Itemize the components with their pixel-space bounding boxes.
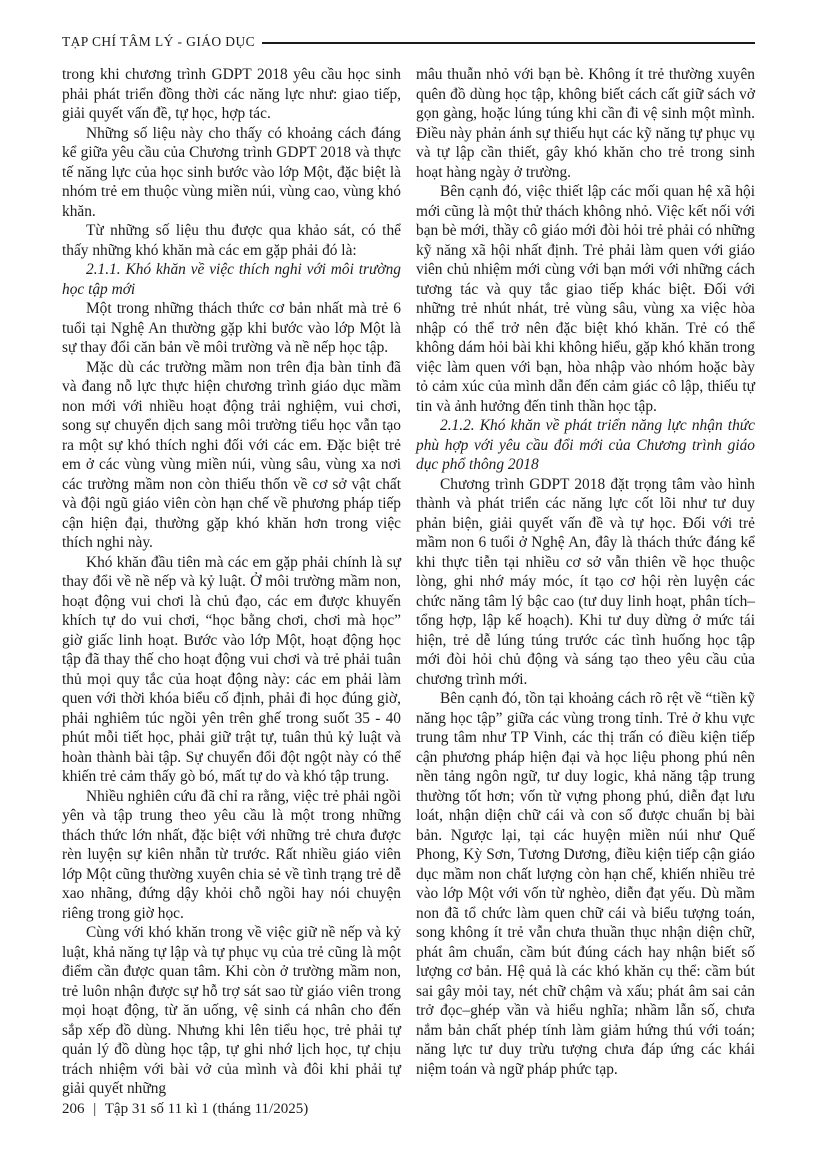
left-column bbox=[62, 65, 401, 1099]
page-footer bbox=[62, 1101, 308, 1118]
journal-header bbox=[62, 32, 755, 52]
journal-name: TẠP CHÍ TÂM LÝ - GIÁO DỤC bbox=[62, 34, 255, 49]
paragraph: Một trong những thách thức cơ bản nhất mà trẻ 6 tuổi tại Nghệ An thường gặp khi bước vào lớp Một là sự thay đổi căn bản về môi trường và nề nếp học tập. bbox=[62, 300, 401, 356]
paragraph: Những số liệu này cho thấy có khoảng cách đáng kể giữa yêu cầu của Chương trình GDPT 2018 và thực tế năng lực của học sinh bước vào lớp Một, đặc biệt là nhóm trẻ em thuộc vùng miền núi, vùng cao, vùng khó khăn. bbox=[62, 124, 401, 220]
paragraph: Bên cạnh đó, tồn tại khoảng cách rõ rệt về “tiền kỹ năng học tập” giữa các vùng trong tỉnh. Trẻ ở khu vực trung tâm như TP Vinh, các thị trấn có điều kiện tiếp cận phương pháp hiện đại và học liệu phong phú nên nền tảng ngôn ngữ, tư duy logic, khả năng tập trung thường tốt hơn; vốn từ vựng phong phú, diễn đạt lưu loát, nhận diện chữ cái và con số được chuẩn bị bài bản. Ngược lại, tại các huyện miền núi như Quế Phong, Kỳ Sơn, Tương Dương, điều kiện tiếp cận giáo dục mầm non chất lượng còn hạn chế, khiến nhiều trẻ vào lớp Một với vốn từ nghèo, diễn đạt yếu. Dù mầm non đã tổ chức làm quen chữ cái và biểu tượng toán, song không ít trẻ vẫn chưa thuần thục nhận diện chữ, phát âm chuẩn, cầm bút đúng cách hay nhận biết số lượng cơ bản. Hệ quả là các khó khăn cụ thể: cầm bút sai gây mỏi tay, nét chữ chậm và xấu; phát âm sai cản trở đọc–ghép vần và hiểu nghĩa; nhầm lẫn số, chưa nắm bản chất phép tính làm giảm hứng thú với toán; năng lực tư duy trừu tượng chưa đáp ứng các khái niệm toán và ngữ pháp phức tạp. bbox=[416, 690, 755, 1078]
paragraph: trong khi chương trình GDPT 2018 yêu cầu học sinh phải phát triển đồng thời các năng lực như: giao tiếp, giải quyết vấn đề, tự học, hợp tác. bbox=[62, 66, 401, 122]
paragraph: Từ những số liệu thu được qua khảo sát, có thể thấy những khó khăn mà các em gặp phải đó là: bbox=[62, 222, 401, 259]
right-column bbox=[416, 65, 755, 1099]
section-heading: 2.1.1. Khó khăn về việc thích nghi với môi trường học tập mới bbox=[62, 261, 401, 298]
paragraph: Mặc dù các trường mầm non trên địa bàn tỉnh đã và đang nỗ lực thực hiện chương trình giáo dục mầm non mới với nhiều hoạt động trải nghiệm, vui chơi, song sự chuyển dịch sang môi trường tiểu học vẫn tạo ra một sự khó thích nghi đối với các em. Đặc biệt trẻ em ở các vùng vùng miền núi, vùng sâu, vùng xa nơi các trường mầm non còn thiếu thốn về cơ sở vật chất và đội ngũ giáo viên còn hạn chế về phương pháp tiếp cận hiện đại, thường gặp khó khăn hơn trong việc thích nghi này. bbox=[62, 358, 401, 551]
paragraph: Cùng với khó khăn trong về việc giữ nề nếp và kỷ luật, khả năng tự lập và tự phục vụ của trẻ cũng là một điểm cần được quan tâm. Khi còn ở trường mầm non, trẻ luôn nhận được sự hỗ trợ sát sao từ giáo viên trong mọi hoạt động, từ ăn uống, vệ sinh cá nhân cho đến sắp xếp đồ dùng. Nhưng khi lên tiểu học, trẻ phải tự quản lý đồ dùng học tập, tự ghi nhớ lịch học, tự chịu trách nhiệm với bài vở của mình và đôi khi phải tự giải quyết những bbox=[62, 924, 401, 1097]
footer-separator: | bbox=[93, 1101, 97, 1117]
issue-info: Tập 31 số 11 kì 1 (tháng 11/2025) bbox=[104, 1101, 309, 1117]
paragraph: Bên cạnh đó, việc thiết lập các mối quan hệ xã hội mới cũng là một thử thách không nhỏ. Việc kết nối với bạn bè mới, thầy cô giáo mới đòi hỏi trẻ phải có những kỹ năng xã hội nhất định. Trẻ phải làm quen với giáo viên chủ nhiệm mới cùng với bạn mới với những cách tương tác và quy tắc giao tiếp khác biệt. Đối với những trẻ nhút nhát, trẻ vùng sâu, vùng xa việc hòa nhập có thể trở nên đặc biệt khó khăn. Trẻ có thể không dám hỏi bài khi không hiểu, gặp khó khăn trong việc làm quen với bạn, hòa nhập vào nhóm hoặc bày tỏ cảm xúc của mình dẫn đến cảm giác cô lập, thiếu tự tin và ảnh hưởng đến tinh thần học tập. bbox=[416, 183, 755, 415]
paragraph: mâu thuẫn nhỏ với bạn bè. Không ít trẻ thường xuyên quên đồ dùng học tập, không biết cách cất giữ sách vở gọn gàng, hoặc lúng túng khi cần đi vệ sinh một mình. Điều này phản ánh sự thiếu hụt các kỹ năng tự phục vụ và tự lập cần thiết, gây khó khăn cho trẻ trong sinh hoạt hàng ngày ở trường. bbox=[416, 66, 755, 181]
page-number: 206 bbox=[62, 1101, 85, 1117]
paragraph: Nhiều nghiên cứu đã chỉ ra rằng, việc trẻ phải ngồi yên và tập trung theo yêu cầu là một trong những thách thức lớn nhất, đặc biệt với những trẻ chưa được rèn luyện sự kiên nhẫn từ trước. Rất nhiều giáo viên lớp Một cũng thường xuyên chia sẻ về tình trạng trẻ dễ xao nhãng, đứng dậy khỏi chỗ ngồi hay nói chuyện riêng trong giờ học. bbox=[62, 787, 401, 922]
paragraph: Khó khăn đầu tiên mà các em gặp phải chính là sự thay đổi về nề nếp và kỷ luật. Ở môi trường mầm non, hoạt động vui chơi là chủ đạo, các em được khuyến khích tự do vui chơi, “học bằng chơi, chơi mà học” giờ giấc linh hoạt. Bước vào lớp Một, hoạt động học tập đã thay thế cho hoạt động vui chơi và trẻ phải tuân thủ mọi quy tắc của hoạt động này: các em phải làm quen với thời khóa biểu cố định, phải đi học đúng giờ, phải nghiêm túc ngồi yên trên ghế trong suốt 35 - 40 phút mỗi tiết học, phải giữ trật tự, tuân thủ kỷ luật và hoàn thành bài tập. Sự chuyển đổi đột ngột này có thể khiến trẻ cảm thấy gò bó, mất tự do và khó tập trung. bbox=[62, 553, 401, 785]
article-body bbox=[62, 65, 755, 1099]
header-rule bbox=[262, 42, 755, 44]
paragraph: Chương trình GDPT 2018 đặt trọng tâm vào hình thành và phát triển các năng lực cốt lõi như tư duy phản biện, giải quyết vấn đề và tự học. Đối với trẻ mầm non 6 tuổi ở Nghệ An, đây là thách thức đáng kể khi thực tiễn tại nhiều cơ sở vẫn thiên về học thuộc lòng, ghi nhớ máy móc, ít tạo cơ hội rèn luyện các chức năng tâm lý bậc cao (tư duy linh hoạt, phân tích–tổng hợp, lập kế hoạch). Khi tư duy dừng ở mức tái hiện, trẻ dễ lúng túng trước các tình huống học tập mới đòi hỏi chủ động và sáng tạo theo yêu cầu của chương trình mới. bbox=[416, 475, 755, 688]
section-heading: 2.1.2. Khó khăn về phát triển năng lực nhận thức phù hợp với yêu cầu đổi mới của Chương trình giáo dục phổ thông 2018 bbox=[416, 417, 755, 473]
